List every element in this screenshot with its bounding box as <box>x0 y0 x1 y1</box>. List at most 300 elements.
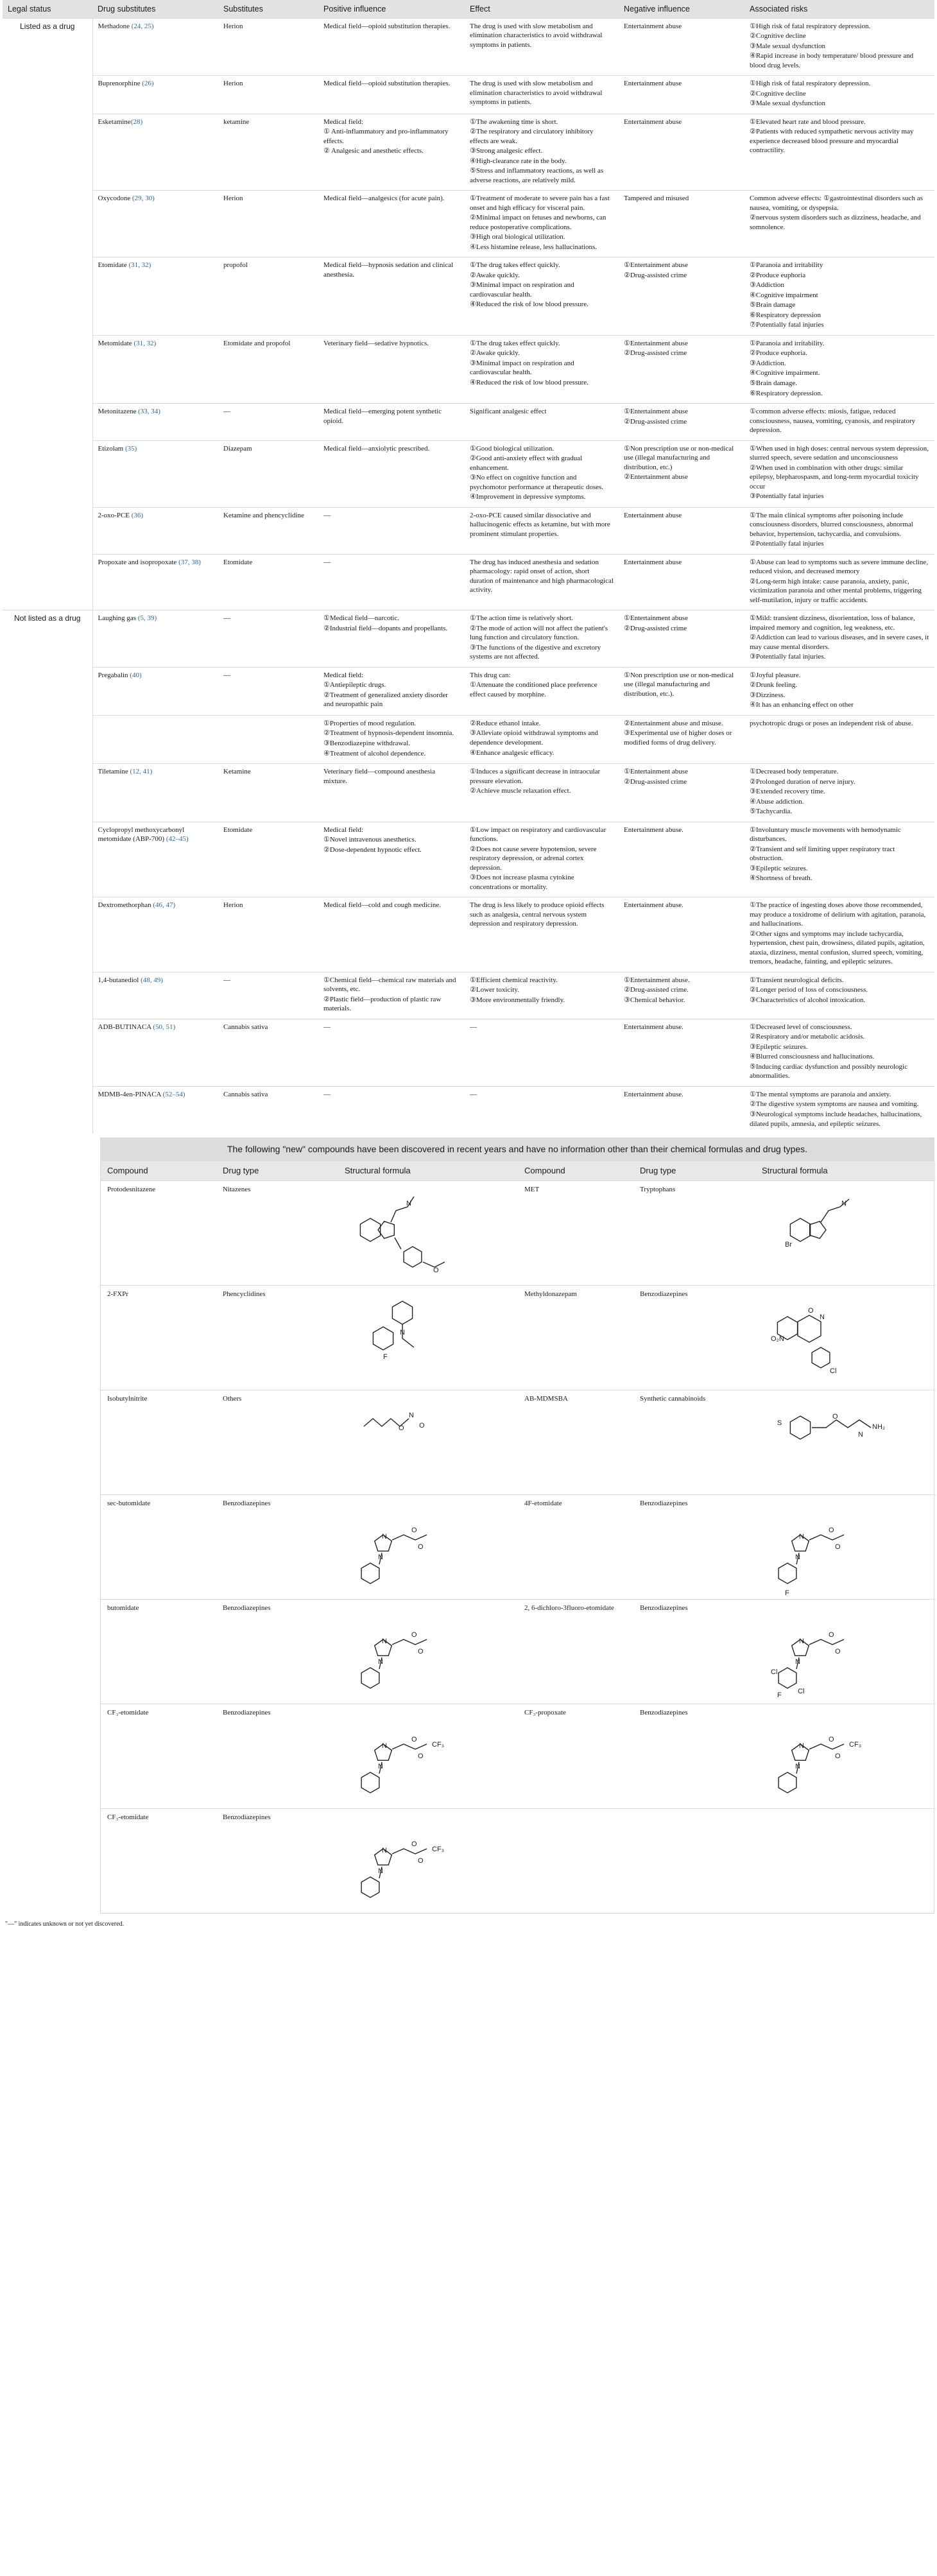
substitutes-cell: ketamine <box>218 114 318 191</box>
positive-influence-line: ③Benzodiazepine withdrawal. <box>323 739 411 747</box>
associated-risks-line: ①Paranoia and irritability. <box>750 339 825 347</box>
drug-name: Oxycodone <box>98 194 131 203</box>
svg-text:N: N <box>799 1742 804 1750</box>
associated-risks-line: ②Prolonged duration of nerve injury. <box>750 777 855 786</box>
effect-cell <box>465 715 619 763</box>
drug-substitute-cell <box>92 507 218 554</box>
drug-reference: (29, 30) <box>130 194 155 203</box>
compound-row <box>101 1494 935 1599</box>
compound-name: CF₃-etomidate <box>101 1704 216 1808</box>
svg-text:Cl: Cl <box>830 1367 837 1375</box>
effect-line: ③High oral biological utilization. <box>470 233 565 241</box>
negative-influence-line: ②Entertainment abuse <box>624 473 688 481</box>
positive-influence-cell <box>318 764 465 822</box>
positive-influence-line: ①Chemical field—chemical raw materials and solvents, etc. <box>323 976 456 994</box>
effect-line: ③Strong analgesic effect. <box>470 147 543 155</box>
drug-name: 1,4-butanediol <box>98 976 139 984</box>
table-row <box>3 822 934 897</box>
svg-text:F: F <box>777 1691 782 1699</box>
positive-influence-line: Medical field—opioid substitution therapies. <box>323 22 451 30</box>
drug-reference: (33, 34) <box>136 408 160 416</box>
effect-line: ①The drug takes effect quickly. <box>470 339 560 347</box>
drug-reference: (36) <box>130 511 144 519</box>
associated-risks-line: ⑤Inducing cardiac dysfunction and possibly neurologic abnormalities. <box>750 1062 907 1080</box>
svg-text:N: N <box>858 1430 863 1439</box>
drug-reference: (31, 32) <box>126 261 151 270</box>
svg-text:F: F <box>785 1589 789 1595</box>
associated-risks-line: ②Produce euphoria. <box>750 349 807 358</box>
effect-cell <box>465 335 619 403</box>
svg-text:O₂N: O₂N <box>771 1335 784 1343</box>
negative-influence-cell <box>619 897 744 972</box>
effect-line: ③Minimal impact on respiration and cardiovascular health. <box>470 281 574 298</box>
svg-text:N: N <box>409 1411 414 1419</box>
positive-influence-cell <box>318 257 465 336</box>
drug-reference: (28) <box>130 117 143 126</box>
header-effect: Effect <box>465 0 619 18</box>
positive-influence-cell <box>318 335 465 403</box>
table-row <box>3 257 934 336</box>
substitutes-cell: — <box>218 972 318 1019</box>
header-drug-substitutes: Drug substitutes <box>92 0 218 18</box>
table-row <box>3 404 934 441</box>
negative-influence-line: Entertainment abuse. <box>624 1090 683 1098</box>
associated-risks-line: ①High risk of fatal respiratory depression. <box>750 80 871 88</box>
compound-name: AB-MDMSBA <box>518 1390 633 1494</box>
compound-drug-type: Benzodiazepines <box>216 1494 338 1599</box>
effect-cell <box>465 507 619 554</box>
positive-influence-cell <box>318 715 465 763</box>
effect-line: — <box>470 1023 477 1031</box>
compound-name: Protodesnitazene <box>101 1180 216 1285</box>
structural-formula-image <box>345 1290 473 1386</box>
effect-line: This drug can: <box>470 671 511 679</box>
positive-influence-cell <box>318 1086 465 1134</box>
drug-substitute-cell <box>92 257 218 336</box>
svg-text:N: N <box>400 1328 405 1336</box>
substitutes-cell: propofol <box>218 257 318 336</box>
negative-influence-line: ①Entertainment abuse <box>624 614 688 623</box>
effect-line: Significant analgesic effect <box>470 408 547 416</box>
associated-risks-line: ③Addiction. <box>750 359 786 367</box>
compound-name: CF₃-propoxate <box>518 1704 633 1808</box>
structural-formula-image <box>762 1499 890 1595</box>
effect-cell <box>465 191 619 257</box>
drug-substitute-cell <box>92 897 218 972</box>
svg-text:N: N <box>378 1553 383 1561</box>
nc-header-drug-type-1: Drug type <box>216 1161 338 1180</box>
drug-reference: (12, 41) <box>128 768 153 776</box>
associated-risks-cell <box>744 114 934 191</box>
effect-line: The drug has induced anesthesia and sedation pharmacology: rapid onset of action, short duration of maintenance and high pharmacological activity. <box>470 558 614 594</box>
effect-line: ⑤Stress and inflammatory reactions, as well as adverse reactions, are relatively mild. <box>470 167 604 184</box>
associated-risks-line: ①Paranoia and irritability <box>750 261 823 270</box>
table-header-row <box>3 0 934 18</box>
drug-name: Buprenorphine <box>98 80 141 88</box>
effect-line: ①The awakening time is short. <box>470 117 558 126</box>
svg-text:O: O <box>832 1412 838 1421</box>
svg-text:N: N <box>382 1846 387 1854</box>
negative-influence-cell <box>619 554 744 610</box>
positive-influence-cell <box>318 822 465 897</box>
compound-row <box>101 1599 935 1704</box>
positive-influence-line: ② Analgesic and anesthetic effects. <box>323 147 424 155</box>
effect-line: ①Attenuate the conditioned place preference effect caused by morphine. <box>470 681 597 698</box>
effect-line: ④High-clearance rate in the body. <box>470 157 567 165</box>
positive-influence-line: — <box>323 558 331 566</box>
negative-influence-cell <box>619 610 744 668</box>
drug-reference: (40) <box>128 671 142 679</box>
associated-risks-line: ①Involuntary muscle movements with hemodynamic disturbances. <box>750 826 901 843</box>
compound-name: 2, 6-dichloro-3fluoro-etomidate <box>518 1599 633 1704</box>
nc-header-compound-1: Compound <box>101 1161 216 1180</box>
negative-influence-line: ②Drug-assisted crime. <box>624 986 689 994</box>
positive-influence-line: — <box>323 1023 331 1031</box>
negative-influence-cell <box>619 191 744 257</box>
effect-line: ④Improvement in depressive symptoms. <box>470 493 586 501</box>
associated-risks-cell <box>744 507 934 554</box>
substitutes-cell: — <box>218 667 318 715</box>
associated-risks-line: ④Shortness of breath. <box>750 874 812 883</box>
substitutes-cell: Diazepam <box>218 440 318 507</box>
negative-influence-line: ①Non prescription use or non-medical use (illegal manufacturing and distribution, etc.) <box>624 444 734 471</box>
positive-influence-cell <box>318 404 465 441</box>
effect-line: ①The action time is relatively short. <box>470 614 573 623</box>
svg-text:N: N <box>378 1867 383 1875</box>
effect-line: The drug is used with slow metabolism and elimination characteristics to avoid withdrawal symptoms in patients. <box>470 22 603 49</box>
associated-risks-line: ③Epileptic seizures. <box>750 1042 808 1051</box>
drug-name: Laughing gas <box>98 614 137 623</box>
negative-influence-line: ①Entertainment abuse <box>624 408 688 416</box>
svg-text:NH₂: NH₂ <box>872 1422 886 1431</box>
negative-influence-cell <box>619 764 744 822</box>
drug-substitute-cell <box>92 715 218 763</box>
associated-risks-line: ②The digestive system symptoms are nausea and vomiting. <box>750 1100 919 1109</box>
substitutes-cell: Herion <box>218 191 318 257</box>
associated-risks-line: ③Characteristics of alcohol intoxication. <box>750 996 866 1004</box>
negative-influence-line: ③Experimental use of higher doses or modified forms of drug delivery. <box>624 729 732 747</box>
associated-risks-line: ⑤Brain damage. <box>750 379 798 387</box>
substitutes-cell <box>218 715 318 763</box>
positive-influence-line: Veterinary field—sedative hypnotics. <box>323 339 429 347</box>
associated-risks-line: ①The main clinical symptoms after poisoning include consciousness disorders, blurred consciousness, abnormal behavior, hypertension, tachycardia, and convulsions. <box>750 511 913 538</box>
structural-formula-cell <box>338 1704 518 1808</box>
positive-influence-cell <box>318 76 465 114</box>
compound-row <box>101 1390 935 1494</box>
drug-reference: (50, 51) <box>151 1023 176 1031</box>
associated-risks-line: ③Potentially fatal injuries <box>750 492 824 501</box>
associated-risks-line: ①Transient neurological deficits. <box>750 976 844 984</box>
svg-text:O: O <box>829 1630 834 1639</box>
negative-influence-cell <box>619 1019 744 1086</box>
effect-line: ③Alleviate opioid withdrawal symptoms and dependence development. <box>470 729 598 747</box>
table-row <box>3 507 934 554</box>
associated-risks-line: ①Mild: transient dizziness, disorientation, loss of balance, impaired memory and cognition, leg weakness, etc. <box>750 614 915 632</box>
drug-substitute-cell <box>92 114 218 191</box>
effect-line: ③Does not increase plasma cytokine concentrations or mortality. <box>470 874 574 891</box>
drug-reference: (26) <box>140 80 154 88</box>
associated-risks-line: ①High risk of fatal respiratory depression. <box>750 22 871 30</box>
drug-substitute-cell <box>92 76 218 114</box>
positive-influence-cell <box>318 18 465 76</box>
associated-risks-line: ③Extended recovery time. <box>750 788 825 796</box>
effect-line: ②Does not cause severe hypotension, severe respiratory depression, or adrenal cortex depression. <box>470 845 597 872</box>
negative-influence-cell <box>619 76 744 114</box>
associated-risks-line: ②Cognitive decline <box>750 32 806 40</box>
effect-line: ①Low impact on respiratory and cardiovascular functions. <box>470 826 606 843</box>
positive-influence-line: ②Treatment of generalized anxiety disorder and neuropathic pain <box>323 691 448 709</box>
negative-influence-line: ③Chemical behavior. <box>624 996 685 1004</box>
structural-formula-image <box>762 1290 890 1386</box>
drug-reference: (35) <box>123 444 137 453</box>
associated-risks-line: ③Epileptic seizures. <box>750 864 808 872</box>
effect-line: ④Reduced the risk of low blood pressure. <box>470 300 589 309</box>
compound-drug-type: Benzodiazepines <box>216 1808 338 1913</box>
substitutes-cell: Etomidate <box>218 822 318 897</box>
svg-text:N: N <box>795 1657 800 1666</box>
new-compounds-body <box>101 1180 935 1913</box>
positive-influence-line: — <box>323 1090 331 1098</box>
svg-text:N: N <box>382 1742 387 1750</box>
positive-influence-line: ①Properties of mood regulation. <box>323 719 417 727</box>
effect-cell <box>465 76 619 114</box>
associated-risks-line: ④Cognitive impairment. <box>750 369 820 377</box>
svg-text:CF₃: CF₃ <box>849 1740 862 1749</box>
drug-name: ADB-BUTINACA <box>98 1023 151 1031</box>
drug-substitute-cell <box>92 191 218 257</box>
substitutes-cell: — <box>218 404 318 441</box>
effect-line: The drug is less likely to produce opioid effects such as analgesia, central nervous system depression and respiratory depression. <box>470 901 605 928</box>
header-legal-status: Legal status <box>3 0 92 18</box>
associated-risks-line: ③Dizziness. <box>750 691 786 699</box>
structural-formula-image <box>762 1185 890 1281</box>
negative-influence-cell <box>619 18 744 76</box>
svg-text:O: O <box>411 1630 417 1639</box>
drug-reference: (48, 49) <box>139 976 163 984</box>
drug-name: Methadone <box>98 22 130 30</box>
compound-row <box>101 1285 935 1390</box>
positive-influence-line: Medical field—opioid substitution therapies. <box>323 80 451 88</box>
compound-drug-type: Benzodiazepines <box>633 1494 755 1599</box>
associated-risks-line: ①Elevated heart rate and blood pressure. <box>750 117 866 126</box>
associated-risks-cell <box>744 610 934 668</box>
effect-line: ②The respiratory and circulatory inhibitory effects are weak. <box>470 128 594 145</box>
table-row <box>3 897 934 972</box>
positive-influence-line: — <box>323 511 331 519</box>
compound-drug-type <box>633 1808 755 1913</box>
positive-influence-line: Medical field: <box>323 671 364 679</box>
associated-risks-line: ①Abuse can lead to symptoms such as severe immune decline, reduced vision, and decreased memory <box>750 558 929 576</box>
structural-formula-cell <box>755 1494 935 1599</box>
associated-risks-cell <box>744 667 934 715</box>
structural-formula-cell <box>755 1180 935 1285</box>
negative-influence-cell <box>619 404 744 441</box>
positive-influence-line: Medical field—analgesics (for acute pain). <box>323 194 445 203</box>
associated-risks-line: ②Respiratory and/or metabolic acidosis. <box>750 1033 865 1041</box>
substitutes-cell: Ketamine <box>218 764 318 822</box>
svg-text:N: N <box>378 1657 383 1666</box>
drug-name: Dextromethorphan <box>98 901 151 910</box>
negative-influence-line: ①Entertainment abuse <box>624 768 688 776</box>
structural-formula-cell <box>338 1180 518 1285</box>
structural-formula-cell <box>338 1285 518 1390</box>
drug-substitute-cell <box>92 972 218 1019</box>
effect-line: — <box>470 1090 477 1098</box>
table-row <box>3 191 934 257</box>
new-compounds-banner: The following "new" compounds have been discovered in recent years and have no information other than their chemical formulas and drug types. <box>101 1138 934 1161</box>
associated-risks-cell <box>744 972 934 1019</box>
effect-line: ②Reduce ethanol intake. <box>470 719 541 727</box>
effect-cell <box>465 18 619 76</box>
table-row <box>3 715 934 763</box>
negative-influence-line: ②Drug-assisted crime <box>624 777 687 786</box>
negative-influence-cell <box>619 114 744 191</box>
negative-influence-line: Entertainment abuse. <box>624 826 683 834</box>
positive-influence-cell <box>318 667 465 715</box>
compound-drug-type: Tryptophans <box>633 1180 755 1285</box>
svg-text:N: N <box>820 1313 825 1321</box>
compound-drug-type: Benzodiazepines <box>633 1285 755 1390</box>
associated-risks-cell <box>744 1086 934 1134</box>
compound-name: sec-butomidate <box>101 1494 216 1599</box>
effect-line: ①Good biological utilization. <box>470 444 554 453</box>
negative-influence-cell <box>619 1086 744 1134</box>
negative-influence-cell <box>619 667 744 715</box>
table-row <box>3 335 934 403</box>
header-positive-influence: Positive influence <box>318 0 465 18</box>
compound-drug-type: Benzodiazepines <box>216 1599 338 1704</box>
table-row <box>3 440 934 507</box>
positive-influence-line: ②Treatment of hypnosis-dependent insomnia. <box>323 729 454 738</box>
svg-text:O: O <box>808 1306 814 1315</box>
svg-text:N: N <box>799 1532 804 1541</box>
drug-substitute-cell <box>92 822 218 897</box>
negative-influence-line: Entertainment abuse <box>624 511 682 519</box>
svg-text:Br: Br <box>785 1240 792 1249</box>
effect-line: ①Efficient chemical reactivity. <box>470 976 558 984</box>
svg-text:O: O <box>433 1266 439 1274</box>
structural-formula-image <box>345 1499 473 1595</box>
effect-cell <box>465 257 619 336</box>
associated-risks-cell <box>744 764 934 822</box>
structural-formula-cell <box>338 1494 518 1599</box>
associated-risks-line: ①When used in high doses: central nervous system depression, slurred speech, severe sedation and unconsciousness <box>750 444 929 462</box>
structural-formula-image <box>762 1604 890 1700</box>
associated-risks-cell <box>744 897 934 972</box>
effect-cell <box>465 972 619 1019</box>
svg-text:N: N <box>795 1553 800 1561</box>
positive-influence-line: ②Dose-dependent hypnotic effect. <box>323 845 422 854</box>
table-row <box>3 972 934 1019</box>
associated-risks-line: ②Patients with reduced sympathetic nervous activity may experience decreased blood pressure and myocardial contractility. <box>750 128 914 155</box>
effect-line: ④Less histamine release, less hallucinations. <box>470 243 597 251</box>
drug-name: Etizolam <box>98 444 124 453</box>
effect-line: The drug is used with slow metabolism and elimination characteristics to avoid withdrawal symptoms in patients. <box>470 80 603 107</box>
associated-risks-line: ④Abuse addiction. <box>750 797 804 806</box>
structural-formula-image <box>345 1185 473 1281</box>
structural-formula-cell <box>755 1599 935 1704</box>
table-row <box>3 554 934 610</box>
negative-influence-line: ①Entertainment abuse. <box>624 976 690 984</box>
associated-risks-line: ①common adverse effects: miosis, fatigue, reduced consciousness, nausea, vomiting, cyanosis, and respiratory depression. <box>750 408 916 435</box>
associated-risks-line: ④Cognitive impairment <box>750 291 818 299</box>
drug-name: Metomidate <box>98 339 132 347</box>
associated-risks-cell <box>744 822 934 897</box>
drug-substitute-cell <box>92 404 218 441</box>
associated-risks-line: ⑦Potentially fatal injuries <box>750 321 824 329</box>
positive-influence-cell <box>318 507 465 554</box>
structural-formula-cell <box>338 1599 518 1704</box>
effect-cell <box>465 822 619 897</box>
positive-influence-line: Veterinary field—compound anesthesia mixture. <box>323 768 436 785</box>
associated-risks-cell <box>744 257 934 336</box>
svg-text:O: O <box>418 1543 424 1551</box>
effect-cell <box>465 114 619 191</box>
effect-line: ②Awake quickly. <box>470 271 520 279</box>
effect-line: ③No effect on cognitive function and psychomotor performance at therapeutic doses. <box>470 474 604 491</box>
effect-cell <box>465 554 619 610</box>
drug-name: Cyclopropyl methoxycarbonyl metomidate (ABP-700) <box>98 826 185 843</box>
svg-text:CF₃: CF₃ <box>432 1845 445 1853</box>
effect-line: ②Achieve muscle relaxation effect. <box>470 787 571 795</box>
drug-reference: (42–45) <box>164 835 189 843</box>
effect-line: ①Treatment of moderate to severe pain has a fast onset and high efficacy for visceral pain. <box>470 194 610 212</box>
substitutes-cell: Herion <box>218 18 318 76</box>
negative-influence-line: ②Drug-assisted crime <box>624 417 687 426</box>
compound-row <box>101 1180 935 1285</box>
substitutes-cell: Etomidate <box>218 554 318 610</box>
structural-formula-image <box>762 1708 890 1804</box>
positive-influence-cell <box>318 1019 465 1086</box>
negative-influence-cell <box>619 440 744 507</box>
positive-influence-line: Medical field—emerging potent synthetic opioid. <box>323 408 442 425</box>
legal-status-cell: Listed as a drug <box>3 18 92 610</box>
associated-risks-line: ①Joyful pleasure. <box>750 671 801 679</box>
positive-influence-line: ①Novel intravenous anesthetics. <box>323 836 417 844</box>
table-row <box>3 1086 934 1134</box>
negative-influence-line: Entertainment abuse. <box>624 901 683 910</box>
svg-text:N: N <box>795 1762 800 1770</box>
associated-risks-line: ⑥Respiratory depression <box>750 311 821 319</box>
structural-formula-cell <box>755 1285 935 1390</box>
effect-line: 2-oxo-PCE caused similar dissociative and hallucinogenic effects as ketamine, but with more prominent stimulant properties. <box>470 511 610 538</box>
table-row <box>3 667 934 715</box>
negative-influence-line: Tampered and misused <box>624 194 689 203</box>
negative-influence-line: Entertainment abuse <box>624 22 682 30</box>
svg-text:O: O <box>829 1735 834 1743</box>
effect-line: ②Lower toxicity. <box>470 986 519 994</box>
negative-influence-line: ②Drug-assisted crime <box>624 349 687 358</box>
svg-text:N: N <box>799 1637 804 1645</box>
substitutes-cell: Herion <box>218 897 318 972</box>
effect-cell <box>465 897 619 972</box>
nc-header-compound-2: Compound <box>518 1161 633 1180</box>
compound-name: MET <box>518 1180 633 1285</box>
compound-name: 4F-etomidate <box>518 1494 633 1599</box>
drug-name: Propoxate and isopropoxate <box>98 558 177 566</box>
svg-text:O: O <box>411 1840 417 1848</box>
svg-text:O: O <box>419 1421 425 1430</box>
effect-cell <box>465 404 619 441</box>
drug-reference: (31, 32) <box>132 339 157 347</box>
legal-status-cell: Not listed as a drug <box>3 610 92 1134</box>
associated-risks-cell <box>744 18 934 76</box>
drug-substitutes-table <box>3 0 934 1134</box>
svg-text:CF₃: CF₃ <box>432 1740 445 1749</box>
effect-cell <box>465 610 619 668</box>
drug-name: Etomidate <box>98 261 127 270</box>
positive-influence-line: ① Anti-inflammatory and pro-inflammatory effects. <box>323 128 449 145</box>
